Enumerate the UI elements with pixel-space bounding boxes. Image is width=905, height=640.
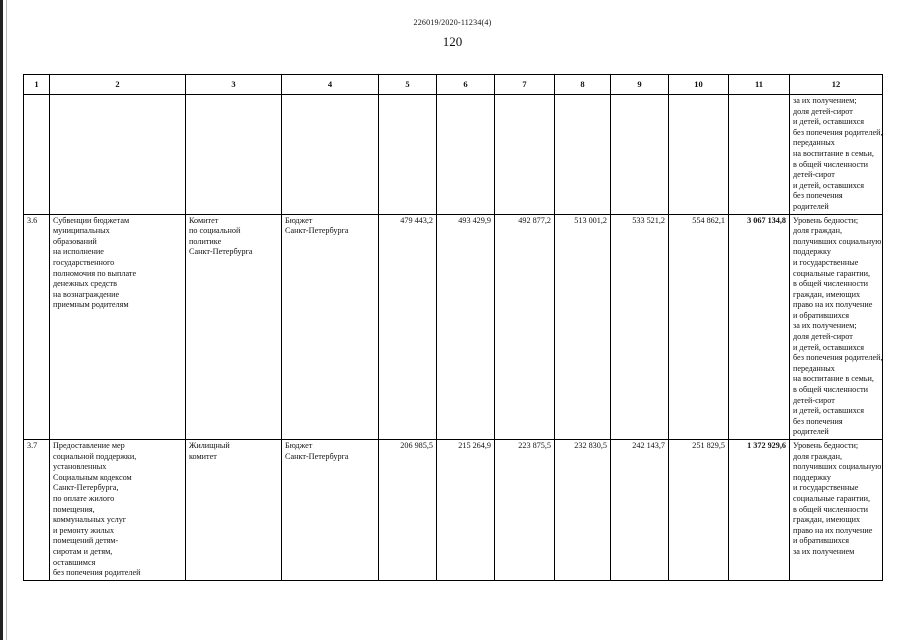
indicator-cell-line: право на их получение bbox=[793, 300, 873, 310]
table-body bbox=[24, 95, 883, 581]
activity-name-cell-line: помещений детям- bbox=[53, 536, 119, 546]
row-number-cell bbox=[24, 95, 50, 215]
activity-name-cell-line: социальной поддержки, bbox=[53, 451, 137, 461]
year-value-cell bbox=[555, 95, 611, 215]
indicator-cell-line: в общей численности bbox=[793, 385, 869, 395]
activity-name-cell-line: без попечения родителей bbox=[53, 568, 141, 578]
year-value-cell-text: 206 985,5 bbox=[400, 441, 433, 450]
year-value-cell bbox=[437, 214, 495, 439]
row-number-cell-text: 3.6 bbox=[27, 215, 38, 225]
activity-name-cell-line: муниципальных bbox=[53, 226, 110, 236]
year-value-cell bbox=[611, 214, 669, 439]
indicator-cell-line: без попечения родителей, bbox=[793, 127, 883, 137]
activity-name-cell-line: Предоставление мер bbox=[53, 441, 125, 450]
document-number: 226019/2020-11234(4) bbox=[413, 18, 492, 27]
activity-name-cell-line: образований bbox=[53, 236, 97, 246]
indicator-cell-line: без попечения bbox=[793, 191, 843, 201]
funding-source-cell bbox=[282, 95, 379, 215]
column-header: 2 bbox=[50, 75, 186, 95]
funding-source-cell-line: Санкт-Петербурга bbox=[285, 226, 349, 236]
executor-cell-line: Санкт-Петербурга bbox=[189, 247, 253, 257]
indicator-cell-line: за их получением bbox=[793, 546, 855, 556]
activity-name-cell-line: на вознаграждение bbox=[53, 289, 120, 299]
page-number: 120 bbox=[442, 34, 463, 49]
year-value-cell-text: 492 877,2 bbox=[518, 215, 551, 225]
table-row bbox=[24, 95, 883, 215]
indicator-cell-line: родителей bbox=[793, 427, 829, 437]
indicator-cell bbox=[790, 440, 883, 581]
executor-cell-line: политике bbox=[189, 236, 222, 246]
funding-source-cell-line: Бюджет bbox=[285, 441, 313, 450]
indicator-cell-line: без попечения родителей, bbox=[793, 353, 883, 363]
indicator-cell-line: поддержку bbox=[793, 472, 831, 482]
year-value-cell-text: 513 001,2 bbox=[574, 215, 607, 225]
indicator-cell-line: и обратившихся bbox=[793, 536, 849, 546]
activity-name-cell-line: по оплате жилого bbox=[53, 493, 115, 503]
total-value-cell bbox=[729, 95, 790, 215]
activity-name-cell bbox=[50, 95, 186, 215]
year-value-cell-text: 479 443,2 bbox=[400, 215, 433, 225]
indicator-cell-line: на воспитание в семьи, bbox=[793, 374, 874, 384]
year-value-cell bbox=[669, 214, 729, 439]
column-header: 7 bbox=[495, 75, 555, 95]
indicator-cell-line: переданных bbox=[793, 363, 835, 373]
indicator-cell-line: Уровень бедности; bbox=[793, 441, 859, 450]
indicator-cell-line: и детей, оставшихся bbox=[793, 117, 864, 127]
year-value-cell-text: 242 143,7 bbox=[632, 441, 665, 450]
activity-name-cell-line: Санкт-Петербурга, bbox=[53, 483, 119, 493]
table-row bbox=[24, 214, 883, 439]
activity-name-cell-line: и ремонту жилых bbox=[53, 525, 115, 535]
left-margin-rule bbox=[0, 0, 3, 640]
total-value-cell bbox=[729, 214, 790, 439]
indicator-cell-line: в общей численности bbox=[793, 159, 869, 169]
activity-name-cell-line: помещения, bbox=[53, 504, 95, 514]
indicator-cell-line: социальные гарантии, bbox=[793, 493, 871, 503]
indicator-cell-line: за их получением; bbox=[793, 96, 857, 105]
year-value-cell-text: 554 862,1 bbox=[692, 215, 725, 225]
row-number-cell bbox=[24, 214, 50, 439]
indicator-cell bbox=[790, 95, 883, 215]
funding-source-cell-line: Бюджет bbox=[285, 215, 313, 225]
row-number-cell-text: 3.7 bbox=[27, 441, 38, 450]
funding-source-cell bbox=[282, 440, 379, 581]
year-value-cell bbox=[379, 440, 437, 581]
activity-name-cell-line: сиротам и детям, bbox=[53, 546, 113, 556]
year-value-cell bbox=[495, 95, 555, 215]
activity-name-cell-line: приемным родителям bbox=[53, 300, 129, 310]
activity-name-cell-line: государственного bbox=[53, 257, 115, 267]
indicator-cell-line: доля детей-сирот bbox=[793, 106, 853, 116]
activity-name-cell-line: коммунальных услуг bbox=[53, 515, 127, 525]
total-value-cell bbox=[729, 440, 790, 581]
year-value-cell-text: 215 264,9 bbox=[458, 441, 491, 450]
column-header: 11 bbox=[729, 75, 790, 95]
activity-name-cell-line: полномочия по выплате bbox=[53, 268, 137, 278]
column-header: 3 bbox=[186, 75, 282, 95]
indicator-cell-line: доля детей-сирот bbox=[793, 332, 853, 342]
year-value-cell-text: 533 521,2 bbox=[632, 215, 665, 225]
column-header: 12 bbox=[790, 75, 883, 95]
indicator-cell-line: и государственные bbox=[793, 483, 859, 493]
row-number-cell bbox=[24, 440, 50, 581]
indicator-cell-line: за их получением; bbox=[793, 321, 857, 331]
executor-cell-line: Комитет bbox=[189, 215, 219, 225]
indicator-cell-line: и детей, оставшихся bbox=[793, 180, 864, 190]
indicator-cell-line: получивших социальную bbox=[793, 462, 882, 472]
indicator-cell-line: поддержку bbox=[793, 247, 831, 257]
activity-name-cell-line: установленных bbox=[53, 462, 107, 472]
year-value-cell bbox=[669, 440, 729, 581]
column-header: 6 bbox=[437, 75, 495, 95]
column-header: 9 bbox=[611, 75, 669, 95]
activity-name-cell bbox=[50, 440, 186, 581]
indicator-cell-line: доля граждан, bbox=[793, 226, 843, 236]
indicator-cell-line: в общей численности bbox=[793, 279, 869, 289]
indicator-cell-line: и государственные bbox=[793, 257, 859, 267]
indicator-cell-line: без попечения bbox=[793, 416, 843, 426]
indicator-cell-line: граждан, имеющих bbox=[793, 289, 861, 299]
executor-cell-line: по социальной bbox=[189, 226, 241, 236]
column-header: 10 bbox=[669, 75, 729, 95]
indicator-cell-line: в общей численности bbox=[793, 504, 869, 514]
total-value-cell-text: 1 372 929,6 bbox=[747, 441, 786, 450]
indicator-cell-line: на воспитание в семьи, bbox=[793, 148, 874, 158]
indicator-cell-line: и детей, оставшихся bbox=[793, 342, 864, 352]
indicator-cell bbox=[790, 214, 883, 439]
indicator-cell-line: социальные гарантии, bbox=[793, 268, 871, 278]
funding-source-cell bbox=[282, 214, 379, 439]
column-header: 5 bbox=[379, 75, 437, 95]
activity-name-cell-line: оставшимся bbox=[53, 557, 96, 567]
activity-name-cell-line: на исполнение bbox=[53, 247, 104, 257]
year-value-cell-text: 232 830,5 bbox=[574, 441, 607, 450]
column-header: 4 bbox=[282, 75, 379, 95]
year-value-cell-text: 223 875,5 bbox=[518, 441, 551, 450]
executor-cell-line: Жилищный bbox=[189, 441, 230, 450]
indicator-cell-line: и обратившихся bbox=[793, 310, 849, 320]
year-value-cell bbox=[555, 214, 611, 439]
indicator-cell-line: получивших социальную bbox=[793, 236, 882, 246]
year-value-cell-text: 251 829,5 bbox=[692, 441, 725, 450]
indicator-cell-line: родителей bbox=[793, 201, 829, 211]
funding-source-cell-line: Санкт-Петербурга bbox=[285, 451, 349, 461]
executor-cell bbox=[186, 440, 282, 581]
year-value-cell bbox=[669, 95, 729, 215]
year-value-cell bbox=[437, 95, 495, 215]
activity-name-cell-line: Субвенции бюджетам bbox=[53, 215, 130, 225]
year-value-cell bbox=[437, 440, 495, 581]
year-value-cell bbox=[611, 440, 669, 581]
year-value-cell bbox=[555, 440, 611, 581]
indicator-cell-line: доля граждан, bbox=[793, 451, 843, 461]
activity-name-cell bbox=[50, 214, 186, 439]
column-header: 8 bbox=[555, 75, 611, 95]
year-value-cell bbox=[379, 95, 437, 215]
total-value-cell-text: 3 067 134,8 bbox=[747, 215, 786, 225]
year-value-cell bbox=[495, 440, 555, 581]
indicator-cell-line: детей-сирот bbox=[793, 395, 835, 405]
activity-name-cell-line: денежных средств bbox=[53, 279, 117, 289]
indicator-cell-line: Уровень бедности; bbox=[793, 215, 859, 225]
year-value-cell bbox=[611, 95, 669, 215]
column-header: 1 bbox=[24, 75, 50, 95]
executor-cell bbox=[186, 214, 282, 439]
indicator-cell-line: детей-сирот bbox=[793, 170, 835, 180]
executor-cell-line: комитет bbox=[189, 451, 217, 461]
year-value-cell bbox=[495, 214, 555, 439]
indicator-cell-line: и детей, оставшихся bbox=[793, 406, 864, 416]
indicator-cell-line: переданных bbox=[793, 138, 835, 148]
program-activities-table bbox=[23, 74, 883, 581]
year-value-cell-text: 493 429,9 bbox=[458, 215, 491, 225]
table-row bbox=[24, 440, 883, 581]
year-value-cell bbox=[379, 214, 437, 439]
indicator-cell-line: право на их получение bbox=[793, 525, 873, 535]
executor-cell bbox=[186, 95, 282, 215]
table-header-row bbox=[24, 75, 883, 95]
activity-name-cell-line: Социальным кодексом bbox=[53, 472, 132, 482]
indicator-cell-line: граждан, имеющих bbox=[793, 515, 861, 525]
